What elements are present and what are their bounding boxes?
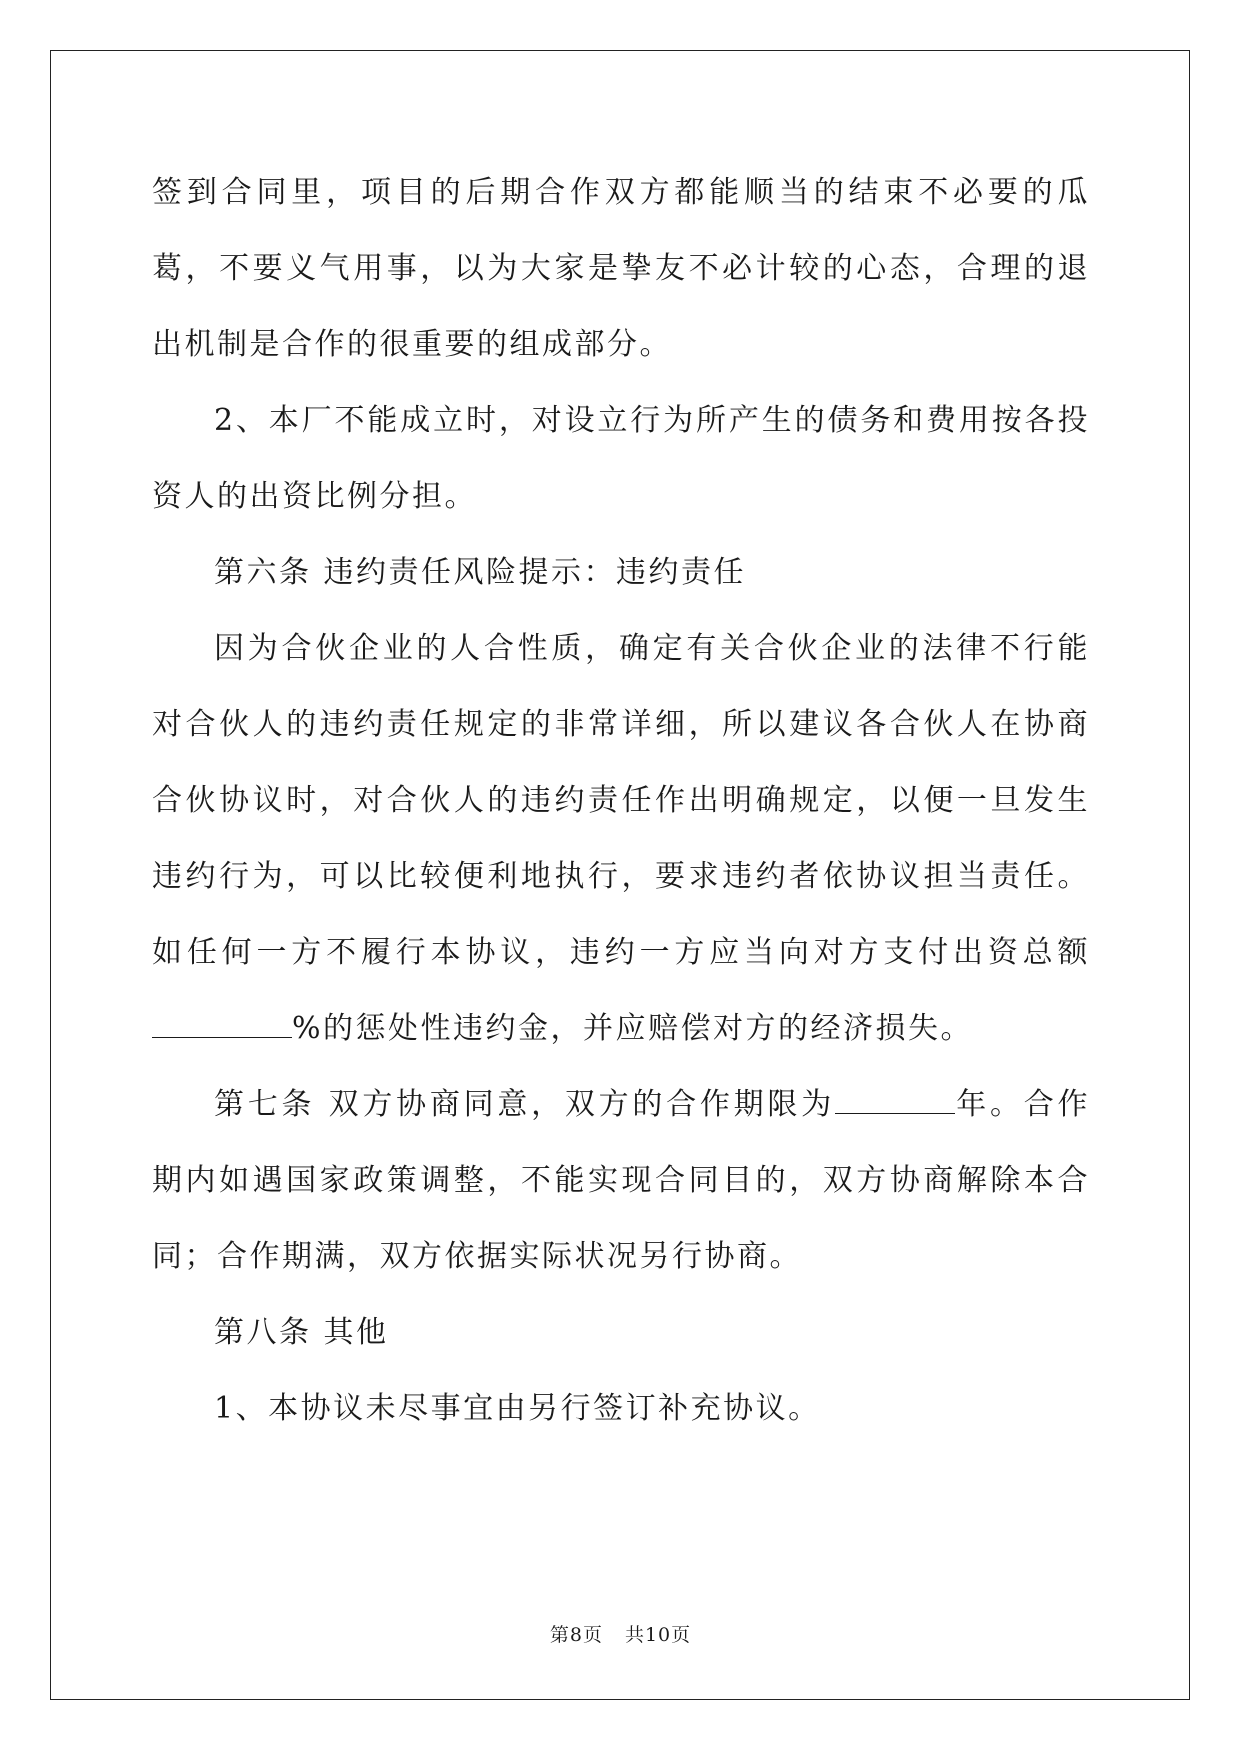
paragraph-breach-liability — [152, 611, 1090, 1067]
paragraph-breach-text-end: %的惩处性违约金，并应赔偿对方的经济损失。 — [292, 1011, 974, 1046]
section-7-text-end: 年。合作期内如遇国家政策调整，不能实现合同目的，双方协商解除本合同；合作期满，双方依据实际状况另行协商。 — [152, 1087, 1090, 1274]
section-7-paragraph — [152, 1067, 1090, 1295]
paragraph-2: 2、本厂不能成立时，对设立行为所产生的债务和费用按各投资人的出资比例分担。 — [152, 403, 1090, 514]
paragraph-1: 签到合同里，项目的后期合作双方都能顺当的结束不必要的瓜葛，不要义气用事，以为大家是挚友不必计较的心态，合理的退出机制是合作的很重要的组成部分。 — [152, 175, 1090, 362]
paragraph-breach-text: 因为合伙企业的人合性质，确定有关合伙企业的法律不行能对合伙人的违约责任规定的非常详细，所以建议各合伙人在协商合伙协议时，对合伙人的违约责任作出明确规定，以便一旦发生违约行为，可以比较便利地执行，要求违约者依协议担当责任。如任何一方不履行本协议，违约一方应当向对方支付出资总额 — [152, 631, 1090, 970]
fill-in-blank-percentage — [152, 1017, 292, 1038]
section-8-heading: 第八条 其他 — [214, 1315, 389, 1350]
section-6-heading: 第六条 违约责任风险提示：违约责任 — [214, 555, 747, 590]
section-7-text: 第七条 双方协商同意，双方的合作期限为 — [214, 1087, 835, 1122]
paragraph-8-1: 1、本协议未尽事宜由另行签订补充协议。 — [214, 1391, 821, 1426]
fill-in-blank-years — [835, 1093, 955, 1114]
page-footer — [0, 1620, 1241, 1647]
page-total: 共10页 — [624, 1624, 692, 1646]
page-number: 第8页 — [549, 1624, 603, 1646]
document-body — [152, 155, 1090, 1447]
